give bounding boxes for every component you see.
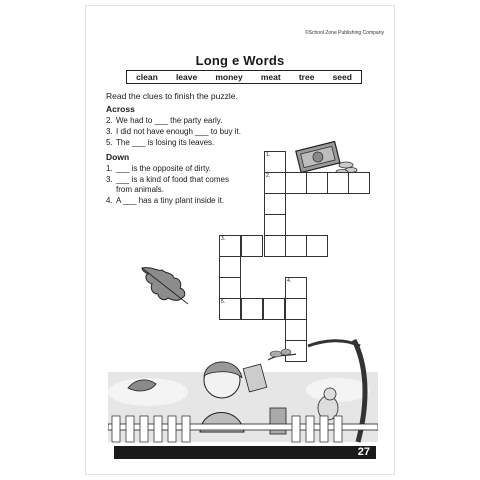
across-heading: Across [106,104,135,114]
clue-number: 1. [106,164,113,173]
crossword-cell[interactable]: 3. [219,235,241,257]
crossword-cell[interactable] [285,235,307,257]
crossword-cell[interactable] [263,298,285,320]
crossword-cell[interactable] [348,172,370,194]
clue-text: A ___ has a tiny plant inside it. [116,196,225,205]
instructions: Read the clues to finish the puzzle. [106,91,238,101]
word-bank-item: leave [175,72,198,82]
clue-text-continued: from animals. [116,185,165,194]
crossword-cell[interactable] [306,235,328,257]
word-bank-item: meat [260,72,281,82]
copyright-notice: ©School Zone Publishing Company [304,30,384,36]
word-bank-item: money [215,72,243,82]
across-clue-5 [106,138,306,148]
clue-number: 2. [106,116,113,125]
clue-text: ___ is a kind of food that comes [116,175,229,184]
clue-text: The ___ is losing its leaves. [116,138,215,147]
footer-bar [114,446,376,459]
clue-text: We had to ___ the party early. [116,116,223,125]
crossword-cell[interactable] [285,172,307,194]
crossword-cell[interactable] [285,298,307,320]
clue-number: 5. [106,138,113,147]
clue-number: 3. [106,127,113,136]
across-clue-3 [106,127,306,137]
crossword-cell[interactable] [241,298,263,320]
oak-leaf-illustration [138,262,194,306]
crossword-cell[interactable] [306,172,328,194]
crossword-cell[interactable] [219,256,241,278]
crossword-cell[interactable] [327,172,349,194]
crossword-cell[interactable] [241,235,263,257]
word-bank-item: seed [332,72,352,82]
clue-text: I did not have enough ___ to buy it. [116,127,241,136]
across-clue-2 [106,116,306,126]
clue-number: 3. [106,175,113,184]
page-number: 27 [357,446,370,458]
clue-number: 4. [106,196,113,205]
crossword-cell[interactable]: 2. [264,172,286,194]
crossword-cell[interactable] [264,193,286,215]
girl-planting-seed-illustration [108,332,378,448]
crossword-cell[interactable] [264,235,286,257]
clue-text: ___ is the opposite of dirty. [116,164,212,173]
down-heading: Down [106,152,130,162]
word-bank-item: tree [298,72,315,82]
crossword-cell[interactable]: 1. [264,151,286,173]
crossword-cell[interactable] [264,214,286,236]
crossword-cell[interactable] [219,277,241,299]
crossword-cell[interactable]: 5. [219,298,241,320]
page-title: Long e Words [195,53,285,68]
word-bank [126,70,362,84]
word-bank-item: clean [136,72,158,82]
worksheet-page [86,6,394,474]
crossword-cell[interactable]: 4. [285,277,307,299]
